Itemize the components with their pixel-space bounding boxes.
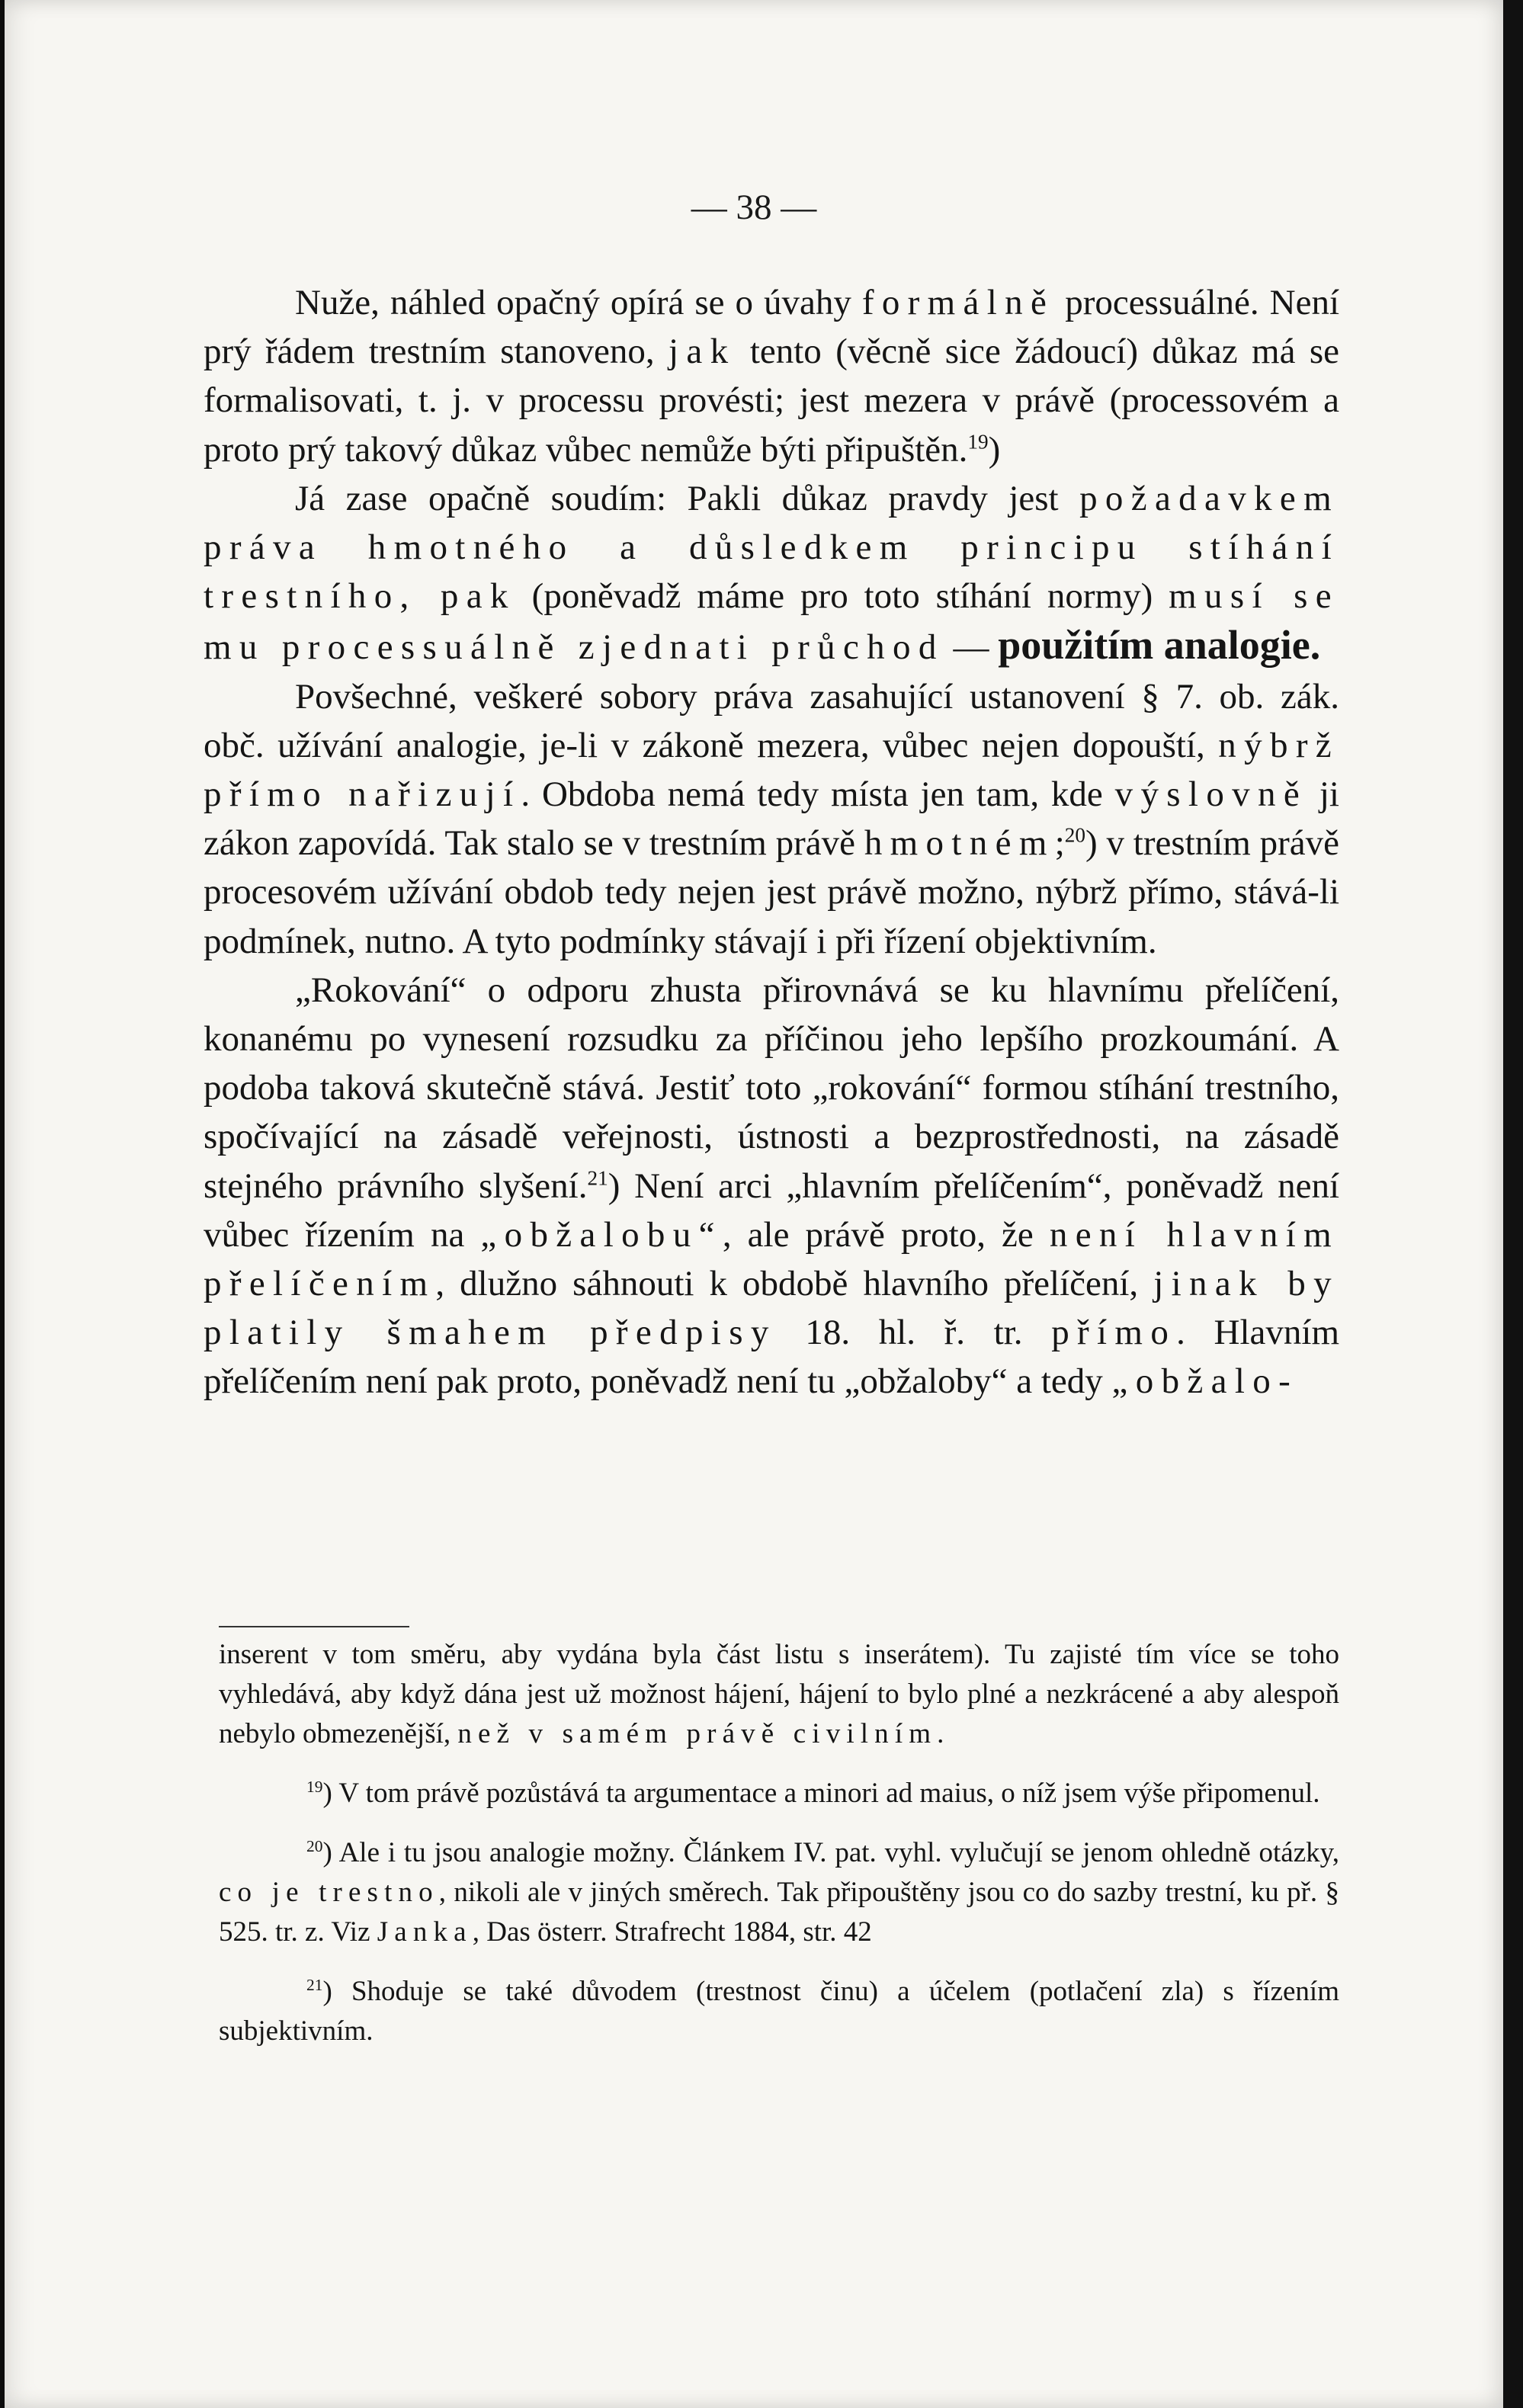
spaced-text: jinak by platily šmahem předpisy (204, 1264, 1339, 1353)
spaced-text: co je trestno (219, 1877, 439, 1908)
footnote-divider (219, 1626, 409, 1627)
footnote-ref-19: 19 (967, 430, 989, 454)
spaced-text: přímo (1051, 1313, 1177, 1353)
footnote-ref-20: 20 (1064, 823, 1086, 847)
footnote-21: $^{21}$) Shoduje se také důvodem (trestnost činu) a účelem (potlačení zla) s řízením subjektivním. (219, 1976, 1339, 2047)
footnote-number: 20 (306, 1837, 323, 1856)
footnote-continued: inserent v tom směru, aby vydána byla část listu s inserátem). Tu zajisté tím více se toho vyhledává, aby když dána jest už možnost hájení, hájení to bylo plné a nezkrácené a aby alespoň nebylo obmezenější, než v samém právě civilním. (219, 1639, 1339, 1749)
footnote-19: $^{19}$) V tom právě pozůstává ta argumentace a minori ad maius, o níž jsem výše připomenul. (306, 1778, 1320, 1809)
paragraph-3: Povšechné, veškeré sobory práva zasahující ustanovení § 7. ob. zák. obč. užívání analogie, je-li v zákoně mezera, vůbec nejen dopouští, nýbrž přímo nařizují. Obdoba nemá tedy místa jen tam, kde výslovně ji zákon zapovídá. Tak stalo se v trestním právě hmotném;$^{20}$) v trestním právě procesovém užívání obdob tedy nejen jest právě možno, nýbrž přímo, stává-li podmínek, nutno. A tyto podmínky stávají i při řízení objektivním. (204, 676, 1340, 961)
spaced-text: formálně (861, 283, 1055, 322)
footnote-number: 19 (306, 1778, 323, 1797)
footnotes (219, 1635, 1339, 2071)
scan-edge (1503, 0, 1523, 2408)
paragraph-1: Nuže, náhled opačný opírá se o úvahy formálně processuálné. Není prý řádem trestním stanoveno, jak tento (věcně sice žádoucí) důkaz má se formalisovati, t. j. v processu provésti; jest mezera v právě (processovém a proto prý takový důkaz vůbec nemůže býti připuštěn.$^{19}$) (204, 283, 1340, 470)
footnote-number: 21 (306, 1976, 323, 1995)
book-page (5, 0, 1503, 2408)
page-number: — 38 — (691, 188, 817, 227)
spaced-text: než v samém právě civilním (457, 1718, 938, 1749)
spaced-text: jak (668, 332, 736, 372)
spaced-text: výslovně (1114, 774, 1308, 815)
bold-emphasis: použitím analogie (998, 622, 1310, 669)
spaced-text: není hlavním přelíčením (204, 1214, 1339, 1304)
spaced-text: Janka (377, 1916, 473, 1948)
spaced-text: nýbrž přímo nařizují (204, 725, 1340, 815)
spaced-text: požadavkem práva hmotného a důsledkem principu stíhání trestního, pak (204, 478, 1339, 617)
spaced-text: hmotném (864, 823, 1055, 864)
spaced-text: musí se mu processuálně zjednati průchod (204, 576, 1339, 668)
footnote-ref-21: 21 (587, 1166, 608, 1190)
paragraph-2: Já zase opačně soudím: Pakli důkaz pravdy jest požadavkem práva hmotného a důsledkem principu stíhání trestního, pak (poněvadž máme pro toto stíhání normy) musí se mu processuálně zjednati průchod — použitím analogie. (204, 478, 1339, 669)
spaced-text: „obžalo- (1111, 1361, 1299, 1402)
paragraph-4: „Rokování“ o odporu zhusta přirovnává se ku hlavnímu přelíčení, konanému po vynesení rozsudku za příčinou jeho lepšího prozkoumání. A podoba taková skutečně stává. Jestiť toto „rokování“ formou stíhání trestního, spočívající na zásadě veřejnosti, ústnosti a bezprostřednosti, na zásadě stejného právního slyšení.$^{21}$) Není arci „hlavním přelíčením“, poněvadž není vůbec řízením na „obžalobu“, ale právě proto, že není hlavním přelíčením, dlužno sáhnouti k obdobě hlavního přelíčení, jinak by platily šmahem předpisy 18. hl. ř. tr. přímo. Hlavním přelíčením není pak proto, poněvadž není tu „obžaloby“ a tedy „obžalo- (204, 970, 1340, 1402)
main-text (204, 278, 1339, 1406)
footnote-20: $^{20}$) Ale i tu jsou analogie možny. Článkem IV. pat. vyhl. vylučují se jenom ohledně otázky, co je trestno, nikoli ale v jiných směrech. Tak připouštěny jsou co do sazby trestní, ku př. § 525. tr. z. Viz Janka, Das österr. Strafrecht 1884, str. 42 (219, 1837, 1339, 1948)
spaced-text: „obžalobu“ (480, 1214, 723, 1255)
